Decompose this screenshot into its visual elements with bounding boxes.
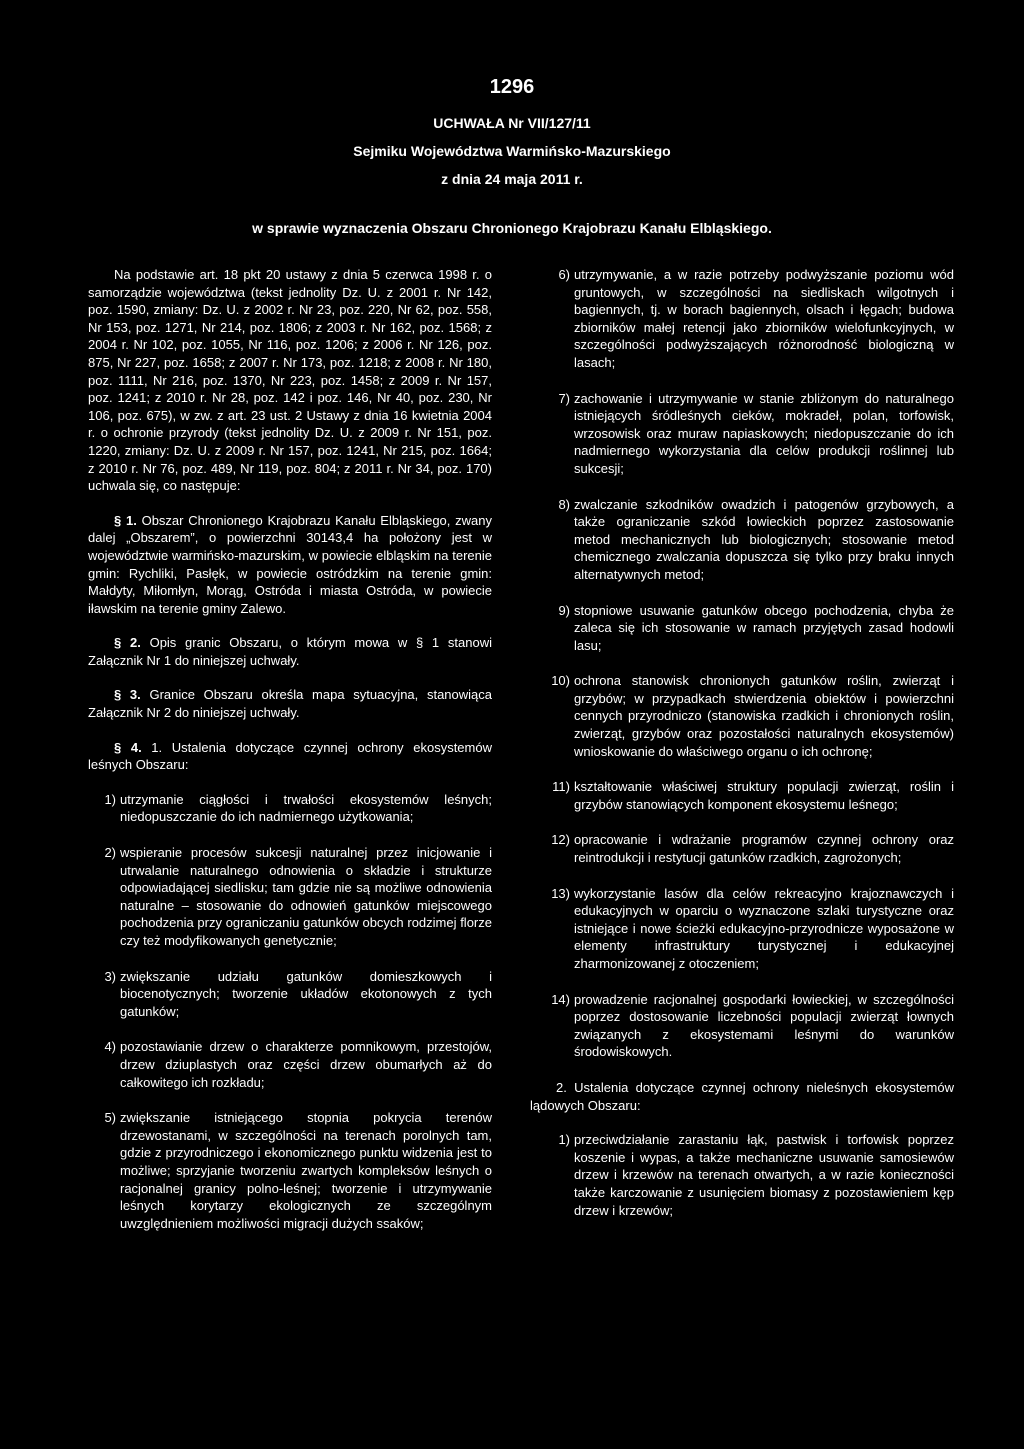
list-item: 2) wspieranie procesów sukcesji naturalnej przez inicjowanie i utrwalanie naturalnego odnowienia o składzie i strukturze odpowiadającej siedlisku; tam gdzie nie są możliwe odnowienia naturalne – stosowanie do odnowień gatunków miejscowego pochodzenia przy ograniczaniu gatunków obcych rodzimej florze czy też modyfikowanych genetycznie; [104,845,492,948]
section-3-text: Granice Obszaru określa mapa sytuacyjna, stanowiąca Załącznik Nr 2 do niniejszej uchwały. [88,687,492,721]
list-item: 9) stopniowe usuwanie gatunków obcego pochodzenia, chyba że zaleca się ich stosowanie w ramach przyjętych zasad hodowli lasu; [558,602,954,653]
section-1 [88,512,492,618]
list-item: 13) wykorzystanie lasów dla celów rekreacyjno krajoznawczych i edukacyjnych w oparciu o wyznaczone szlaki turystyczne oraz istniejące i nowe ścieżki edukacyjno-przyrodnicze wyposażone w elementy infrastruktury turystycznej i edukacyjnej zharmonizowanej z otoczeniem; [551,885,954,971]
section-1-label: § 1. [114,512,137,528]
section-4 [88,739,492,774]
list-item: 6) utrzymywanie, a w razie potrzeby podwyższanie poziomu wód gruntowych, w szczególności na siedliskach wilgotnych i bagiennych, tj. w borach bagiennych, olsach i łęgach; budowa zbiorników małej retencji jako zbiorników wielofunkcyjnych, w szczególności podwyższających różnorodność biologiczną w lasach; [558,267,954,370]
list-item: 3) zwiększanie udziału gatunków domieszkowych i biocenotycznych; tworzenie układów ekotonowych z tych gatunków; [104,968,492,1019]
left-column [88,266,492,1250]
list-item: 10) ochrona stanowisk chronionych gatunków roślin, zwierząt i grzybów; w przypadkach stwierdzenia obiektów i powierzchni cennych przyrodniczo (stanowiska rzadkich i chronionych roślin, zwierząt, grzybów oraz pozostałości naturalnych ekosystemów) wnioskowanie do właściwego organu o ich ochronę; [551,673,954,759]
issuing-body: Sejmiku Województwa Warmińsko-Mazurskiego [353,143,671,159]
resolution-subject: w sprawie wyznaczenia Obszaru Chronionego Krajobrazu Kanału Elbląskiego. [252,220,772,236]
section-4-text: 1. Ustalenia dotyczące czynnej ochrony ekosystemów leśnych Obszaru: [88,739,492,773]
document-number: 1296 [489,76,535,98]
list-item: 8) zwalczanie szkodników owadzich i patogenów grzybowych, a także ograniczanie szkód łowieckich poprzez zastosowanie metod mechanicznych lub biologicznych; stosowanie metod chemicznego zwalczania dopuszcza się tylko przy braku innych alternatywnych metod; [558,496,954,582]
list-item: 11) kształtowanie właściwej struktury populacji zwierząt, roślin i grzybów stanowiących komponent ekosystemu leśnego; [552,779,954,812]
section-2-label: § 2. [114,635,141,651]
right-column [530,266,954,1237]
section-3 [88,686,492,721]
list-item: 14) prowadzenie racjonalnej gospodarki łowieckiej, w szczególności poprzez dostosowanie liczebności populacji zwierząt łownych związanych z ekosystemami leśnymi do warunków środowiskowych. [551,991,954,1060]
resolution-date: z dnia 24 maja 2011 r. [441,171,583,187]
section-2-text: Opis granic Obszaru, o którym mowa w § 1 stanowi Załącznik Nr 1 do niniejszej uchwały. [88,635,492,668]
list-item: 7) zachowanie i utrzymywanie w stanie zbliżonym do naturalnego istniejących śródleśnych cieków, mokradeł, polan, torfowisk, wrzosowisk oraz muraw napiaskowych; niedopuszczanie do ich nadmiernego wykorzystania dla celów produkcji roślinnej lub sukcesji; [558,390,954,476]
section-4-label: § 4. [114,739,142,755]
resolution-title: UCHWAŁA Nr VII/127/11 [433,115,591,131]
section-4-paragraph-2: 2. Ustalenia dotyczące czynnej ochrony nieleśnych ekosystemów lądowych Obszaru: [530,1079,954,1113]
section-1-text: Obszar Chronionego Krajobrazu Kanału Elbląskiego, zwany dalej „Obszarem”, o powierzchni 30143,4 ha położony jest w województwie warmińsko-mazurskim, w powiecie elbląskim na terenie gmin: Rychliki, Pasłęk, w powiecie ostródzkim na terenie gmin: Małdyty, Miłomłyn, Morąg, Ostróda i miasta Ostróda, w powiecie iławskim na terenie gminy Zalewo. [88,512,492,616]
list-item: 12) opracowanie i wdrażanie programów czynnej ochrony oraz reintrodukcji i restytucji gatunków rzadkich, zagrożonych; [551,832,954,866]
list-item: 1) przeciwdziałanie zarastaniu łąk, pastwisk i torfowisk poprzez koszenie i wypas, a także mechaniczne usuwanie samosiewów drzew i krzewów na terenach otwartych, a w razie konieczności także karczowanie z usunięciem biomasy z pozostawieniem kęp drzew i krzewów; [558,1132,954,1218]
preamble: Na podstawie art. 18 pkt 20 ustawy z dnia 5 czerwca 1998 r. o samorządzie województwa (tekst jednolity Dz. U. z 2001 r. Nr 142, poz. 1590, zmiany: Dz. U. z 2002 r. Nr 23, poz. 220, Nr 62, poz. 558, Nr 153, poz. 1271, Nr 214, poz. 1806; z 2003 r. Nr 162, poz. 1568; z 2004 r. Nr 102, poz. 1055, Nr 116, poz. 1206; z 2006 r. Nr 126, poz. 875, Nr 227, poz. 1658; z 2007 r. Nr 173, poz. 1218; z 2008 r. Nr 180, poz. 1111, Nr 216, poz. 1370, Nr 223, poz. 1458; z 2009 r. Nr 157, poz. 1241; z 2010 r. Nr 28, poz. 142 i poz. 146, Nr 40, poz. 230, Nr 106, poz. 675), w zw. z art. 23 ust. 2 Ustawy z dnia 16 kwietnia 2004 r. o ochronie przyrody (tekst jednolity Dz. U. z 2009 r. Nr 151, poz. 1220, zmiany: Dz. U. z 2009 r. Nr 157, poz. 1241, Nr 215, poz. 1664; z 2010 r. Nr 76, poz. 489, Nr 119, poz. 804; z 2011 r. Nr 34, poz. 170) uchwala się, co następuje: [88,267,492,494]
section-3-label: § 3. [114,687,141,703]
list-item: 4) pozostawianie drzew o charakterze pomnikowym, przestojów, drzew dziuplastych oraz części drzew obumarłych aż do całkowitego ich rozkładu; [104,1039,492,1090]
list-item: 5) zwiększanie istniejącego stopnia pokrycia terenów drzewostanami, w szczególności na terenach porolnych tam, gdzie z przyrodniczego i ekonomicznego punktu widzenia jest to możliwe; sprzyjanie tworzeniu zwartych kompleksów leśnych o racjonalnej granicy polno-leśnej; tworzenie i utrzymywanie leśnych korytarzy ekologicznych ze szczególnym uwzględnieniem możliwości migracji dużych ssaków; [104,1110,492,1231]
list-item: 1) utrzymanie ciągłości i trwałości ekosystemów leśnych; niedopuszczanie do ich nadmiernego użytkowania; [104,791,492,825]
section-2 [88,634,492,669]
